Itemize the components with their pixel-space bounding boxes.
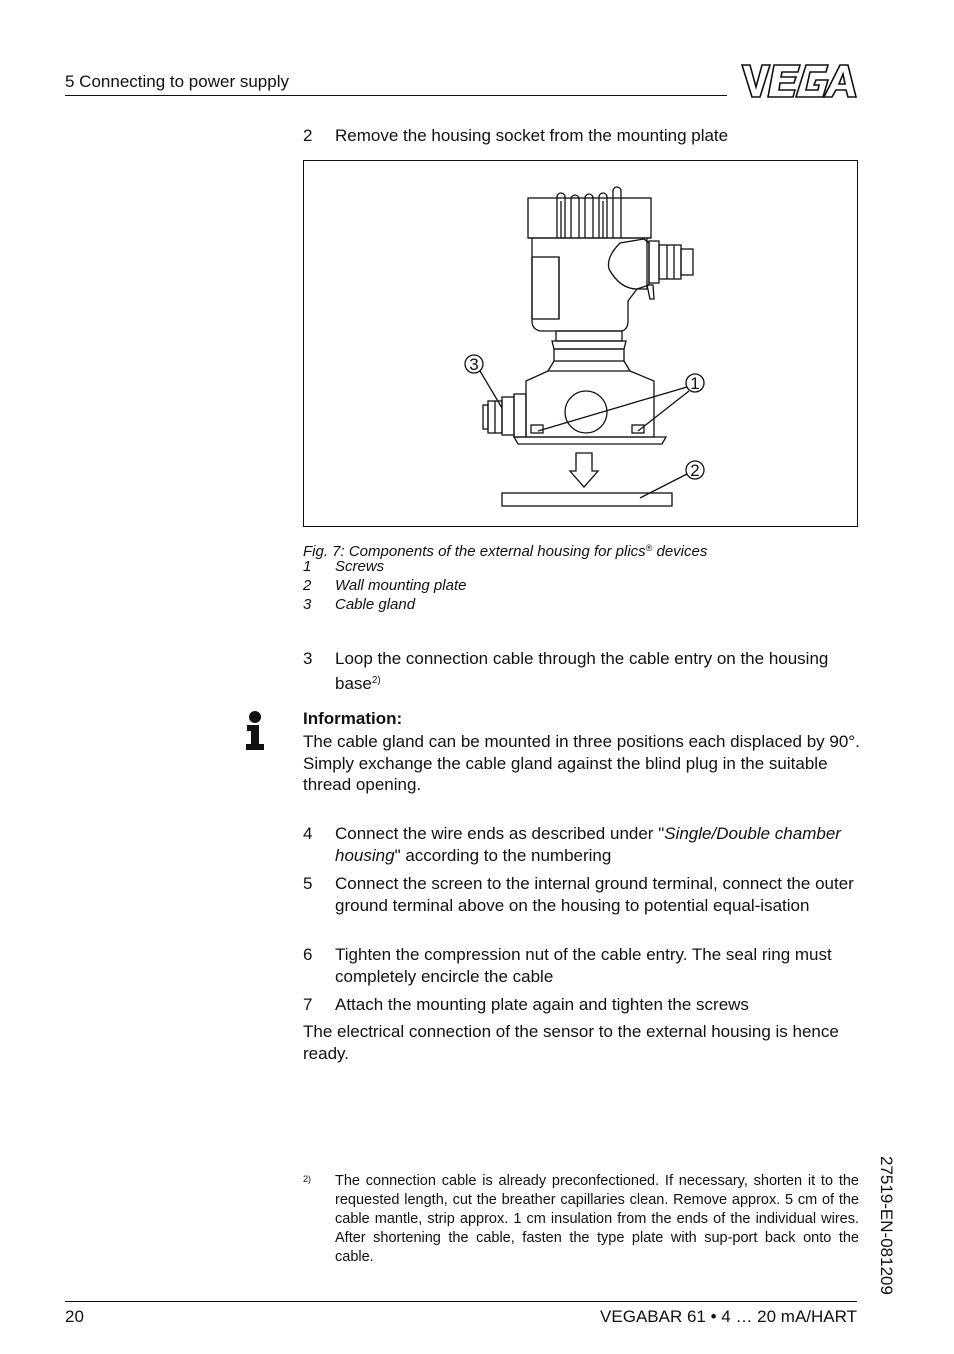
information-text: The cable gland can be mounted in three positions each displaced by 90°. Simply exchange the cable gland against the blind plug in the suitable thread opening.: [303, 732, 860, 794]
step-number: 4: [303, 824, 313, 843]
header-rule: [65, 95, 727, 96]
information-title: Information:: [303, 709, 403, 728]
footer-product: VEGABAR 61 • 4 … 20 mA/HART: [600, 1307, 857, 1326]
step-number: 6: [303, 945, 313, 964]
step-text: Connect the screen to the internal ground terminal, connect the outer ground terminal above on the housing to potential equal-isation: [335, 874, 854, 915]
step-text: Tighten the compression nut of the cable entry. The seal ring must completely encircle the cable: [335, 945, 832, 986]
legend-label: Cable gland: [335, 596, 416, 613]
info-icon: [244, 711, 266, 751]
step-text: Attach the mounting plate again and tighten the screws: [335, 995, 749, 1014]
document-code: 27519-EN-081209: [877, 1156, 896, 1295]
section-title: 5 Connecting to power supply: [65, 72, 289, 91]
callout-label: 2: [690, 461, 700, 480]
step-number: 3: [303, 649, 313, 668]
housing-figure: [303, 160, 858, 527]
registered-mark: ®: [645, 543, 653, 553]
callout-label: 3: [469, 355, 479, 374]
footer-rule: [65, 1301, 857, 1302]
callout-label: 1: [690, 374, 700, 393]
step-text-part: Connect the wire ends as described under ": [335, 824, 665, 843]
legend-number: 1: [303, 558, 312, 575]
page-number: 20: [65, 1307, 84, 1326]
caption-text: devices: [652, 543, 708, 560]
external-housing-drawing: [304, 161, 857, 526]
step-text: [335, 648, 860, 694]
legend-number: 2: [303, 577, 312, 594]
step-text-body: Loop the connection cable through the cable entry on the housing base: [335, 649, 829, 693]
legend-label: Screws: [335, 558, 385, 575]
legend-number: 3: [303, 596, 312, 613]
caption-text: Fig. 7: Components of the external housing for plics: [303, 543, 646, 560]
step-number: 5: [303, 874, 313, 893]
legend-label: Wall mounting plate: [335, 577, 467, 594]
footnote-mark: 2): [303, 1174, 312, 1184]
step-text: Remove the housing socket from the mounting plate: [335, 126, 729, 145]
vega-logo: [740, 63, 858, 99]
step-text-italic: Single/Double chamber housing: [335, 824, 841, 865]
closing-paragraph: The electrical connection of the sensor to the external housing is hence ready.: [303, 1022, 839, 1063]
footnote-text: The connection cable is already preconfectioned. If necessary, shorten it to the requested length, cut the breather capillaries clean. Remove approx. 5 cm of the cable mantle, strip approx. 1 cm insulation from the ends of the individual wires. After shortening the cable, fasten the type plate with sup-port back onto the cable.: [335, 1173, 859, 1265]
footnote-ref: 2): [371, 674, 381, 686]
step-number: 2: [303, 126, 313, 145]
step-text-part: " according to the numbering: [394, 845, 612, 865]
step-text: [335, 823, 860, 866]
step-number: 7: [303, 995, 313, 1014]
